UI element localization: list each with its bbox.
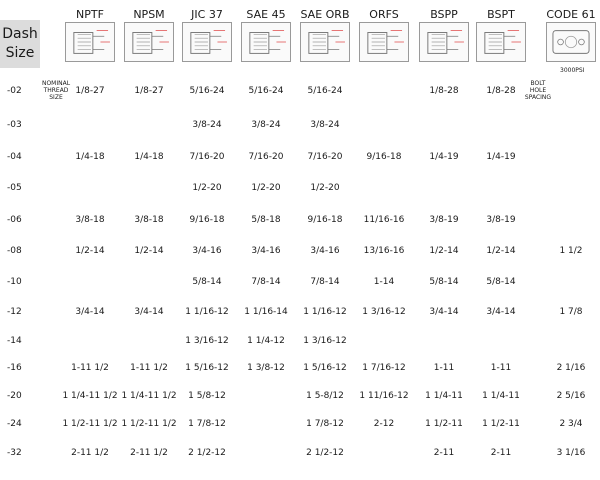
thread-cell-sae-45: 7/16-20 xyxy=(248,152,284,162)
thread-cell-bspt: 1/8-28 xyxy=(486,86,516,96)
thread-cell-nptf: 3/8-18 xyxy=(75,215,105,225)
dash-size-cell: -32 xyxy=(7,448,22,458)
thread-cell-npsm: 3/4-14 xyxy=(134,307,164,317)
thread-cell-jic-37: 7/16-20 xyxy=(189,152,225,162)
thread-cell-sae-orb: 7/8-14 xyxy=(310,277,340,287)
thread-cell-npsm: 1/2-14 xyxy=(134,246,164,256)
dash-size-cell: -08 xyxy=(7,246,22,256)
thread-cell-nptf: 1 1/2-11 1/2 xyxy=(62,419,118,429)
thread-cell-jic-37: 1 1/16-12 xyxy=(185,307,229,317)
thread-cell-bspt: 1-11 xyxy=(490,363,512,373)
dash-size-cell: -12 xyxy=(7,307,22,317)
thread-cell-nptf: 3/4-14 xyxy=(75,307,105,317)
dash-size-cell: -24 xyxy=(7,419,22,429)
thread-cell-bspt: 3/4-14 xyxy=(486,307,516,317)
thread-cell-bspt: 1/2-14 xyxy=(486,246,516,256)
thread-cell-npsm: 1/8-27 xyxy=(134,86,164,96)
thread-cell-bspp: 1/8-28 xyxy=(429,86,459,96)
thread-cell-bspp: 1/2-14 xyxy=(429,246,459,256)
code61-pressure-label: 3000PSI xyxy=(560,67,585,74)
column-header-code-61: CODE 61 xyxy=(546,8,596,21)
thread-cell-bspp: 1/4-19 xyxy=(429,152,459,162)
dash-size-cell: -02 xyxy=(7,86,22,96)
thread-cell-bspt: 5/8-14 xyxy=(486,277,516,287)
note-line: NOMINAL xyxy=(41,80,71,87)
fitting-diagram-jic-37 xyxy=(182,22,232,62)
thread-cell-sae-orb: 3/8-24 xyxy=(310,120,340,130)
thread-cell-sae-orb: 5/16-24 xyxy=(307,86,343,96)
fitting-diagram-code-61 xyxy=(546,22,596,62)
thread-cell-jic-37: 9/16-18 xyxy=(189,215,225,225)
thread-cell-jic-37: 2 1/2-12 xyxy=(188,448,226,458)
thread-cell-bspt: 1/4-19 xyxy=(486,152,516,162)
column-header-jic-37: JIC 37 xyxy=(191,8,223,21)
thread-cell-nptf: 1 1/4-11 1/2 xyxy=(62,391,118,401)
thread-cell-bspp: 3/4-14 xyxy=(429,307,459,317)
column-header-bspp: BSPP xyxy=(430,8,458,21)
fitting-diagram-npsm xyxy=(124,22,174,62)
thread-cell-bspp: 1 1/4-11 xyxy=(425,391,463,401)
thread-cell-bspp: 2-11 xyxy=(433,448,455,458)
column-header-bspt: BSPT xyxy=(487,8,515,21)
dash-size-cell: -03 xyxy=(7,120,22,130)
thread-cell-jic-37: 1 5/16-12 xyxy=(185,363,229,373)
thread-cell-bspp: 1 1/2-11 xyxy=(425,419,463,429)
column-header-nptf: NPTF xyxy=(76,8,104,21)
thread-cell-sae-45: 5/16-24 xyxy=(248,86,284,96)
note-line: THREAD xyxy=(43,87,69,94)
thread-cell-bspp: 3/8-19 xyxy=(429,215,459,225)
dash-size-cell: -20 xyxy=(7,391,22,401)
dash-size-cell: -06 xyxy=(7,215,22,225)
dash-size-cell: -05 xyxy=(7,183,22,193)
thread-cell-orfs: 1 3/16-12 xyxy=(362,307,406,317)
thread-cell-orfs: 1-14 xyxy=(373,277,395,287)
thread-cell-sae-45: 5/8-18 xyxy=(251,215,281,225)
column-header-sae-orb: SAE ORB xyxy=(300,8,350,21)
fitting-diagram-nptf xyxy=(65,22,115,62)
thread-cell-orfs: 9/16-18 xyxy=(366,152,402,162)
thread-cell-jic-37: 3/8-24 xyxy=(192,120,222,130)
thread-cell-sae-orb: 2 1/2-12 xyxy=(306,448,344,458)
fitting-diagram-orfs xyxy=(359,22,409,62)
thread-cell-sae-45: 1 1/4-12 xyxy=(247,336,285,346)
thread-cell-nptf: 1-11 1/2 xyxy=(71,363,109,373)
thread-cell-orfs: 2-12 xyxy=(373,419,395,429)
thread-cell-bspp: 1-11 xyxy=(433,363,455,373)
thread-cell-sae-45: 1 3/8-12 xyxy=(247,363,285,373)
thread-cell-jic-37: 1/2-20 xyxy=(192,183,222,193)
thread-cell-nptf: 2-11 1/2 xyxy=(71,448,109,458)
thread-cell-sae-orb: 1 5-8/12 xyxy=(306,391,344,401)
thread-cell-jic-37: 3/4-16 xyxy=(192,246,222,256)
note-line: SIZE xyxy=(49,94,63,101)
thread-cell-nptf: 1/4-18 xyxy=(75,152,105,162)
thread-cell-bspt: 1 1/4-11 xyxy=(482,391,520,401)
thread-cell-sae-orb: 7/16-20 xyxy=(307,152,343,162)
thread-cell-orfs: 13/16-16 xyxy=(363,246,405,256)
thread-cell-npsm: 1 1/4-11 1/2 xyxy=(121,391,177,401)
thread-cell-sae-orb: 9/16-18 xyxy=(307,215,343,225)
column-header-npsm: NPSM xyxy=(133,8,165,21)
thread-cell-sae-45: 3/8-24 xyxy=(251,120,281,130)
thread-cell-bspt: 2-11 xyxy=(490,448,512,458)
thread-cell-orfs: 11/16-16 xyxy=(363,215,405,225)
thread-cell-sae-orb: 1 5/16-12 xyxy=(303,363,347,373)
bolt-hole-spacing-note xyxy=(520,80,556,101)
dash-header-line-2: Size xyxy=(5,45,35,61)
fitting-diagram-bspt xyxy=(476,22,526,62)
thread-cell-code-61: 3 1/16 xyxy=(556,448,586,458)
thread-cell-sae-45: 1 1/16-14 xyxy=(244,307,288,317)
thread-cell-jic-37: 1 5/8-12 xyxy=(188,391,226,401)
thread-cell-sae-orb: 1 1/16-12 xyxy=(303,307,347,317)
fitting-diagram-sae-45 xyxy=(241,22,291,62)
dash-size-cell: -16 xyxy=(7,363,22,373)
column-header-orfs: ORFS xyxy=(369,8,399,21)
thread-cell-bspt: 1 1/2-11 xyxy=(482,419,520,429)
thread-cell-code-61: 2 1/16 xyxy=(556,363,586,373)
dash-size-header xyxy=(0,20,40,68)
thread-cell-code-61: 1 1/2 xyxy=(559,246,583,256)
thread-cell-bspt: 3/8-19 xyxy=(486,215,516,225)
dash-size-cell: -14 xyxy=(7,336,22,346)
thread-cell-jic-37: 5/8-14 xyxy=(192,277,222,287)
thread-cell-nptf: 1/2-14 xyxy=(75,246,105,256)
thread-cell-orfs: 1 7/16-12 xyxy=(362,363,406,373)
thread-cell-jic-37: 1 3/16-12 xyxy=(185,336,229,346)
note-line: SPACING xyxy=(524,94,552,101)
thread-cell-jic-37: 1 7/8-12 xyxy=(188,419,226,429)
thread-cell-sae-orb: 1/2-20 xyxy=(310,183,340,193)
note-line: HOLE xyxy=(529,87,547,94)
dash-size-cell: -10 xyxy=(7,277,22,287)
column-header-sae-45: SAE 45 xyxy=(246,8,286,21)
thread-cell-code-61: 1 7/8 xyxy=(559,307,583,317)
dash-size-cell: -04 xyxy=(7,152,22,162)
thread-cell-npsm: 2-11 1/2 xyxy=(130,448,168,458)
thread-cell-jic-37: 5/16-24 xyxy=(189,86,225,96)
thread-cell-sae-45: 1/2-20 xyxy=(251,183,281,193)
nominal-thread-size-note xyxy=(38,80,74,101)
thread-cell-orfs: 1 11/16-12 xyxy=(359,391,409,401)
thread-cell-code-61: 2 5/16 xyxy=(556,391,586,401)
thread-cell-nptf: 1/8-27 xyxy=(75,86,105,96)
thread-cell-npsm: 3/8-18 xyxy=(134,215,164,225)
thread-cell-npsm: 1 1/2-11 1/2 xyxy=(121,419,177,429)
thread-cell-sae-orb: 1 3/16-12 xyxy=(303,336,347,346)
dash-header-line-1: Dash xyxy=(2,26,38,42)
thread-cell-sae-orb: 3/4-16 xyxy=(310,246,340,256)
thread-cell-npsm: 1-11 1/2 xyxy=(130,363,168,373)
note-line: BOLT xyxy=(530,80,546,87)
thread-cell-sae-45: 7/8-14 xyxy=(251,277,281,287)
thread-cell-sae-45: 3/4-16 xyxy=(251,246,281,256)
thread-cell-npsm: 1/4-18 xyxy=(134,152,164,162)
thread-cell-bspp: 5/8-14 xyxy=(429,277,459,287)
fitting-diagram-bspp xyxy=(419,22,469,62)
thread-cell-code-61: 2 3/4 xyxy=(559,419,583,429)
thread-cell-sae-orb: 1 7/8-12 xyxy=(306,419,344,429)
fitting-diagram-sae-orb xyxy=(300,22,350,62)
